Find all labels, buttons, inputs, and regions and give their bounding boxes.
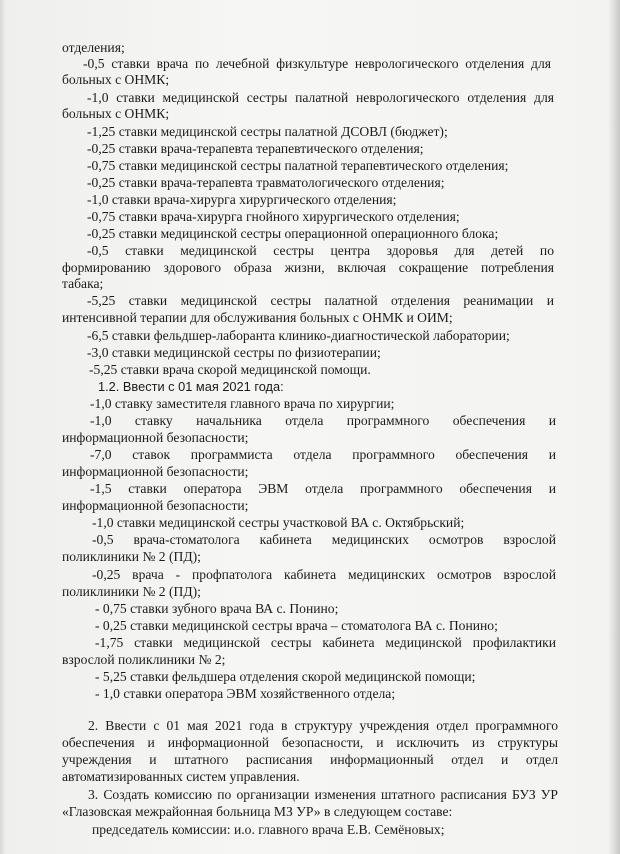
text-line: -1,0 ставку заместителя главного врача по хирургии; — [90, 396, 395, 411]
paragraph-2-line: 2. Ввести с 01 мая 2021 года в структуру учреждения отдел программного — [88, 718, 558, 733]
text-line: информационной безопасности; — [62, 498, 249, 513]
paragraph-3-line: 3. Создать комиссию по организации изменения штатного расписания БУЗ УР — [88, 787, 558, 802]
text-line: -0,5 врача-стоматолога кабинета медицинских осмотров взрослой — [92, 532, 556, 547]
text-line: -0,25 ставки врача-терапевта травматологического отделения; — [87, 175, 445, 190]
paragraph-3-line: председатель комиссии: и.о. главного врача Е.В. Семёновых; — [92, 822, 445, 837]
text-line: поликлиники № 2 (ПД); — [62, 549, 201, 564]
text-line: -0,5 ставки медицинской сестры центра здоровья для детей по — [87, 243, 554, 258]
text-line: -6,5 ставки фельдшер-лаборанта клинико-диагностической лаборатории; — [87, 328, 510, 343]
text-line: информационной безопасности; — [62, 430, 249, 445]
text-line: взрослой поликлиники № 2; — [62, 652, 226, 667]
text-line: -7,0 ставок программиста отдела программного обеспечения и — [90, 447, 556, 462]
text-line: -0,5 ставки врача по лечебной физкультуре неврологического отделения для — [83, 56, 551, 71]
text-line: -3,0 ставки медицинской сестры по физиотерапии; — [87, 345, 381, 360]
text-line: - 0,25 ставки медицинской сестры врача – стоматолога ВА с. Понино; — [95, 618, 498, 633]
text-line: -0,25 ставки медицинской сестры операционной операционного блока; — [87, 226, 499, 241]
text-line: -1,0 ставки медицинской сестры участковой ВА с. Октябрьский; — [92, 515, 465, 530]
text-line: больных с ОНМК; — [62, 106, 170, 121]
text-line: -0,25 врача - профпатолога кабинета медицинских осмотров взрослой — [92, 567, 556, 582]
paragraph-2-line: автоматизированных систем управления. — [62, 769, 300, 784]
text-line: - 0,75 ставки зубного врача ВА с. Понино; — [95, 601, 339, 616]
text-line: -1,0 ставку начальника отдела программного обеспечения и — [90, 413, 556, 428]
text-line: -5,25 ставки врача скорой медицинской помощи. — [89, 362, 371, 377]
paragraph-3-line: «Глазовская межрайонная больница МЗ УР» в следующем составе: — [62, 804, 453, 819]
text-line: - 5,25 ставки фельдшера отделения скорой медицинской помощи; — [95, 669, 476, 684]
text-line: формированию здорового образа жизни, включая сокращение потребления — [62, 260, 554, 275]
text-line: -1,0 ставки врача-хирурга хирургического отделения; — [87, 192, 397, 207]
text-line: -1,5 ставки оператора ЭВМ отдела программного обеспечения и — [90, 481, 556, 496]
text-line: -0,25 ставки врача-терапевта терапевтического отделения; — [87, 141, 424, 156]
text-line: отделения; — [62, 40, 125, 55]
section-heading: 1.2. Ввести с 01 мая 2021 года: — [98, 379, 284, 394]
text-line: поликлиники № 2 (ПД); — [62, 584, 201, 599]
text-line: -0,75 ставки медицинской сестры палатной терапевтического отделения; — [87, 158, 509, 173]
text-line: -1,75 ставки медицинской сестры кабинета медицинской профилактики — [95, 635, 556, 650]
text-line: -1,0 ставки медицинской сестры палатной неврологического отделения для — [87, 90, 554, 105]
text-line: - 1,0 ставки оператора ЭВМ хозяйственного отдела; — [95, 686, 396, 701]
text-line: больных с ОНМК; — [62, 72, 170, 87]
scan-right-shadow — [608, 0, 620, 854]
scan-left-shadow — [0, 0, 6, 854]
paragraph-2-line: обеспечения и информационной безопасности, и исключить из структуры — [62, 735, 558, 750]
text-line: -0,75 ставки врача-хирурга гнойного хирургического отделения; — [87, 209, 460, 224]
text-line: -5,25 ставки медицинской сестры палатной отделения реанимации и — [87, 293, 554, 308]
text-line: -1,25 ставки медицинской сестры палатной ДСОВЛ (бюджет); — [87, 124, 448, 139]
text-line: интенсивной терапии для обслуживания больных с ОНМК и ОИМ; — [62, 310, 453, 325]
text-line: информационной безопасности; — [62, 464, 249, 479]
paragraph-2-line: учреждения и штатного расписания информационный отдел и отдел — [62, 752, 558, 767]
text-line: табака; — [62, 276, 104, 291]
